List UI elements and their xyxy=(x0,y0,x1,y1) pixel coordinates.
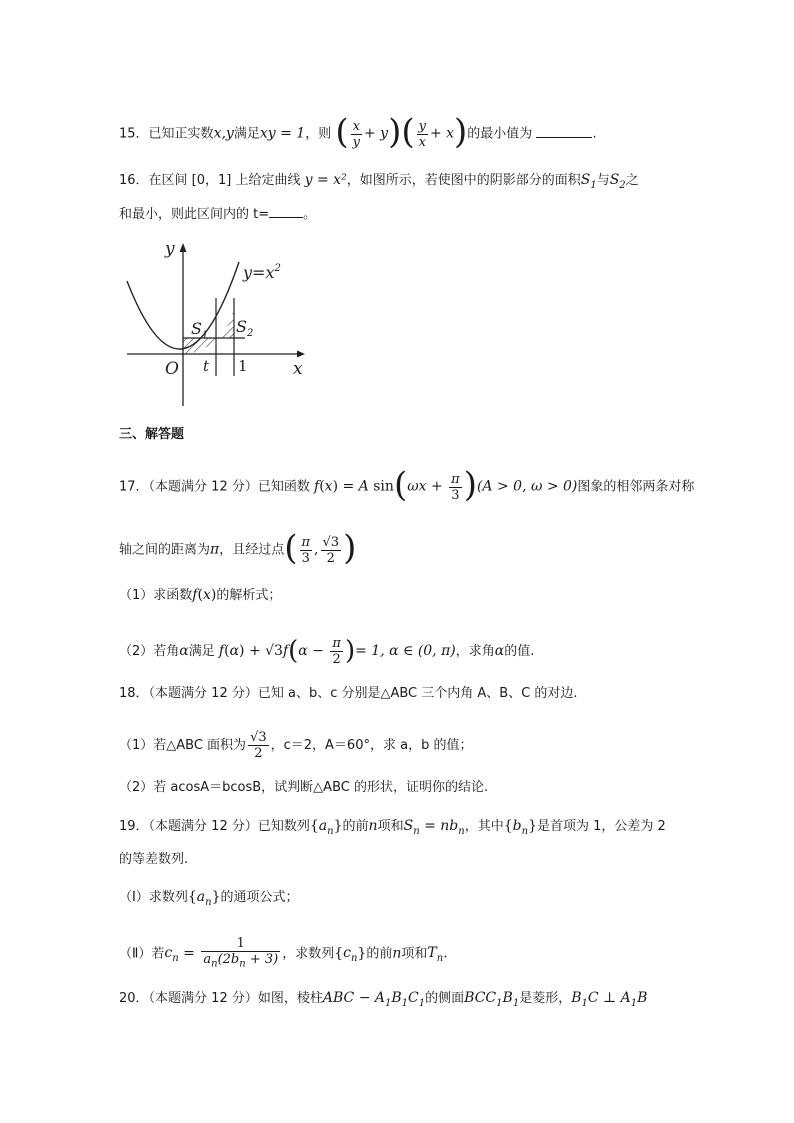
q15-cond: xy = 1 xyxy=(259,125,306,142)
q17-part-1: （1）求函数f(x)的解析式； xyxy=(119,587,282,603)
q18-part-2: （2）若 acosA＝bcosB，试判断△ABC 的形状，证明你的结论. xyxy=(119,780,489,795)
y-axis-arrow xyxy=(180,243,187,252)
answer-blank-15[interactable] xyxy=(536,137,592,138)
frac-cn: $\frac{1}{a_n(2b_n + 3)}$ xyxy=(203,936,279,970)
s2-symbol: $S_2$ xyxy=(609,172,626,191)
q16-curve: y = x² xyxy=(304,172,347,188)
frac-pi3: $\frac{\pi}{3}$ xyxy=(301,534,311,566)
q19-line-2: 的等差数列. xyxy=(119,852,189,867)
q16-line-1: 16．在区间 [0，1] 上给定曲线 y = x²，如图所示，若使图中的阴影部分的面积$S_1$与$S_2$之 xyxy=(119,172,639,191)
curve-label: $y=x^2$ xyxy=(243,263,281,282)
frac-sqrt3-over-2: $\frac{√3}{2}$ xyxy=(250,730,267,761)
q18-part-1: （1）若△ABC 面积为 $\frac{√3}{2}$ ，c＝2，A＝60°，求 a，b 的值； xyxy=(119,730,473,761)
q16-line-2: 和最小，则此区间内的 t= 。 xyxy=(119,207,317,222)
answer-blank-16[interactable] xyxy=(269,217,303,218)
shaded-s1 xyxy=(183,338,216,354)
q17-part-2: （2）若角α满足 f(α) + √3f(α − $\frac{\pi}{2}$ )= 1, α ∈ (0, π)，求角α的值. xyxy=(119,635,535,667)
s1-symbol: $S_1$ xyxy=(580,172,597,191)
q17-line-2: 轴之间的距离为π，且经过点( $\frac{\pi}{3}$ , $\frac{√3}{2}$ ) xyxy=(119,528,357,568)
q19-part-2: （Ⅱ）若$c_n$ = $\frac{1}{a_n(2b_n + 3)}$ ，求数列$\{c_n\}$的前n项和$T_n$. xyxy=(119,936,448,970)
s2-label: $S_2$ xyxy=(236,317,254,339)
section-title: 三、解答题 xyxy=(119,427,185,442)
frac-y-over-x: $\frac{y}{x}$ xyxy=(418,118,426,150)
q15-line: 15．已知正实数x,y满足xy = 1，则 ( $\frac{x}{y}$ + y)( $\frac{y}{x}$ + x)的最小值为 . xyxy=(119,112,597,152)
frac-x-over-y: $\frac{x}{y}$ xyxy=(352,118,360,150)
shaded-s2 xyxy=(216,309,234,341)
origin-label: O xyxy=(165,359,179,379)
parabola-figure xyxy=(119,236,319,411)
y-label: y xyxy=(165,239,175,259)
t-label: t xyxy=(203,357,210,375)
q15-vars: x,y xyxy=(213,125,234,142)
frac-pi-over-2: $\frac{\pi}{2}$ xyxy=(332,636,341,667)
q19-part-1: （Ⅰ）求数列$\{a_n\}$的通项公式； xyxy=(119,889,299,908)
q18-line-1: 18．（本题满分 12 分）已知 a、b、c 分别是△ABC 三个内角 A、B、C 的对边. xyxy=(119,686,578,701)
one-label: 1 xyxy=(238,357,248,375)
frac-pi-over-3: $\frac{\pi}{3}$ xyxy=(451,471,460,503)
x-label: x xyxy=(293,359,303,379)
q17-line-1: 17．（本题满分 12 分）已知函数 f(x) = A sin(ωx + $\frac{\pi}{3}$ )(A > 0, ω > 0)图象的相邻两条对称 xyxy=(119,465,695,505)
q19-line-1: 19．（本题满分 12 分）已知数列$\{a_n\}$的前n项和$S_n = nb_n$，其中$\{b_n\}$是首项为 1，公差为 2 xyxy=(119,818,666,837)
q20-line-1: 20．（本题满分 12 分）如图，棱柱ABC − $A_1B_1C_1$的侧面$BCC_1B_1$是菱形，$B_1C$ ⊥ $A_1B$ xyxy=(119,990,648,1009)
x-axis-arrow xyxy=(297,351,305,358)
s1-label: $S_1$ xyxy=(191,319,209,341)
frac-sqrt3-2: $\frac{√3}{2}$ xyxy=(322,534,340,566)
